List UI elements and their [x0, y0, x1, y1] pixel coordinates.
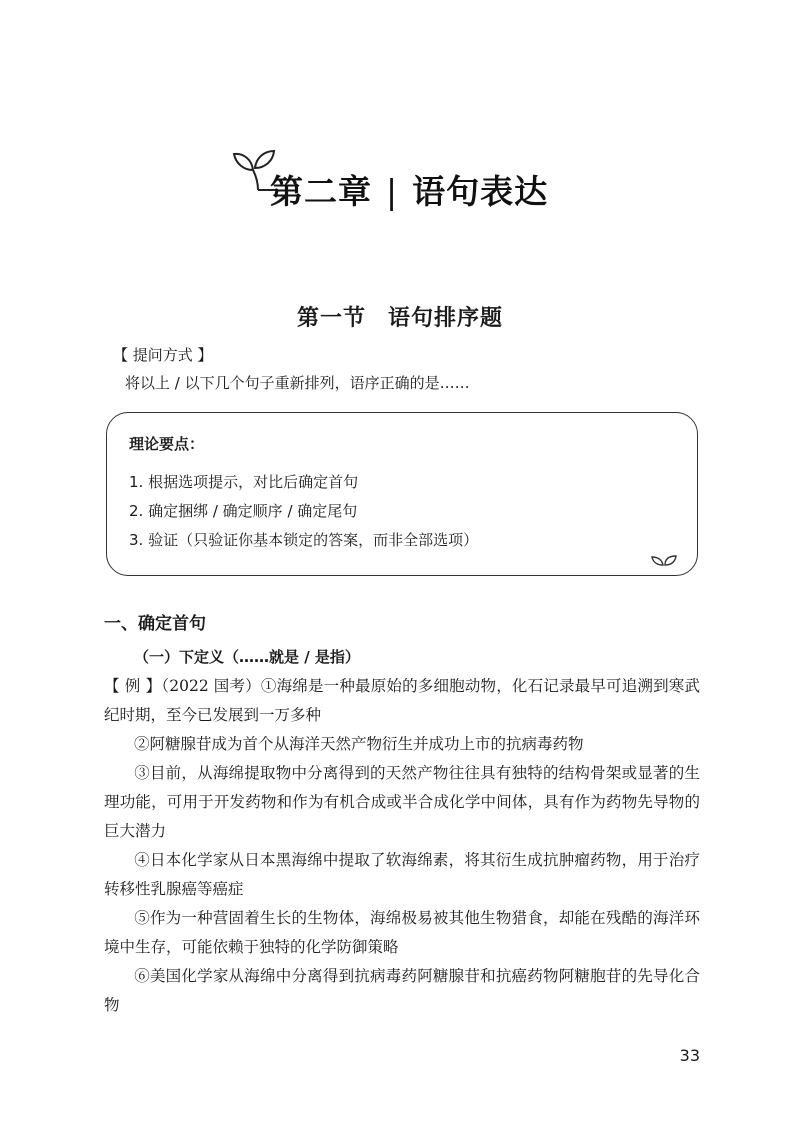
chapter-separator: |: [386, 172, 399, 211]
section-label: 第一节: [296, 305, 366, 331]
example-sentence-3: [104, 759, 700, 846]
subheading-definition: （一）下定义（……就是 / 是指）: [134, 648, 360, 666]
sentence-text: ④日本化学家从日本黑海绵中提取了软海绵素，将其衍生成抗肿瘤药物，用于治疗转移性乳腺癌等癌症: [104, 851, 700, 898]
theory-title: 理论要点：: [129, 435, 205, 453]
example-sentence-5: [104, 904, 700, 962]
leaf-icon: [651, 553, 677, 569]
page-number: 33: [679, 1046, 700, 1065]
example-prefix: 【 例 】（2022 国考）: [104, 677, 261, 695]
ask-method-text: 将以上 / 以下几个句子重新排列，语序正确的是……: [125, 374, 470, 392]
sentence-text: ③目前，从海绵提取物中分离得到的天然产物往往具有独特的结构骨架或显著的生理功能，可用于开发药物和作为有机合成或半合成化学中间体，具有作为药物先导物的巨大潜力: [104, 764, 700, 840]
sentence-text: ⑤作为一种营固着生长的生物体，海绵极易被其他生物猎食，却能在残酷的海洋环境中生存，可能依赖于独特的化学防御策略: [104, 909, 700, 956]
sentence-text: ②阿糖腺苷成为首个从海洋天然产物衍生并成功上市的抗病毒药物: [134, 735, 584, 753]
example-sentence-6: [104, 962, 700, 1020]
heading-determine-first-sentence: 一、确定首句: [104, 614, 206, 634]
example-sentence-2: [104, 730, 700, 759]
example-sentence-1: [104, 672, 700, 730]
theory-item: 3. 验证（只验证你基本锁定的答案，而非全部选项）: [129, 531, 479, 549]
theory-item: 2. 确定捆绑 / 确定顺序 / 确定尾句: [129, 502, 358, 520]
chapter-subtitle: 语句表达: [412, 172, 549, 211]
chapter-number: 第二章: [270, 172, 372, 211]
section-name: 语句排序题: [388, 305, 504, 331]
ask-method-label: 【 提问方式 】: [113, 346, 213, 364]
example-sentence-4: [104, 846, 700, 904]
section-title: [0, 301, 800, 332]
sentence-text: ⑥美国化学家从海绵中分离得到抗病毒药阿糖腺苷和抗癌药物阿糖胞苷的先导化合物: [104, 967, 700, 1014]
theory-item: 1. 根据选项提示，对比后确定首句: [129, 473, 359, 491]
sentence-text: ①海绵是一种最原始的多细胞动物，化石记录最早可追溯到寒武纪时期，至今已发展到一万多种: [104, 677, 700, 724]
theory-box: [106, 412, 698, 576]
chapter-header: [226, 138, 586, 218]
chapter-title: [270, 166, 548, 213]
